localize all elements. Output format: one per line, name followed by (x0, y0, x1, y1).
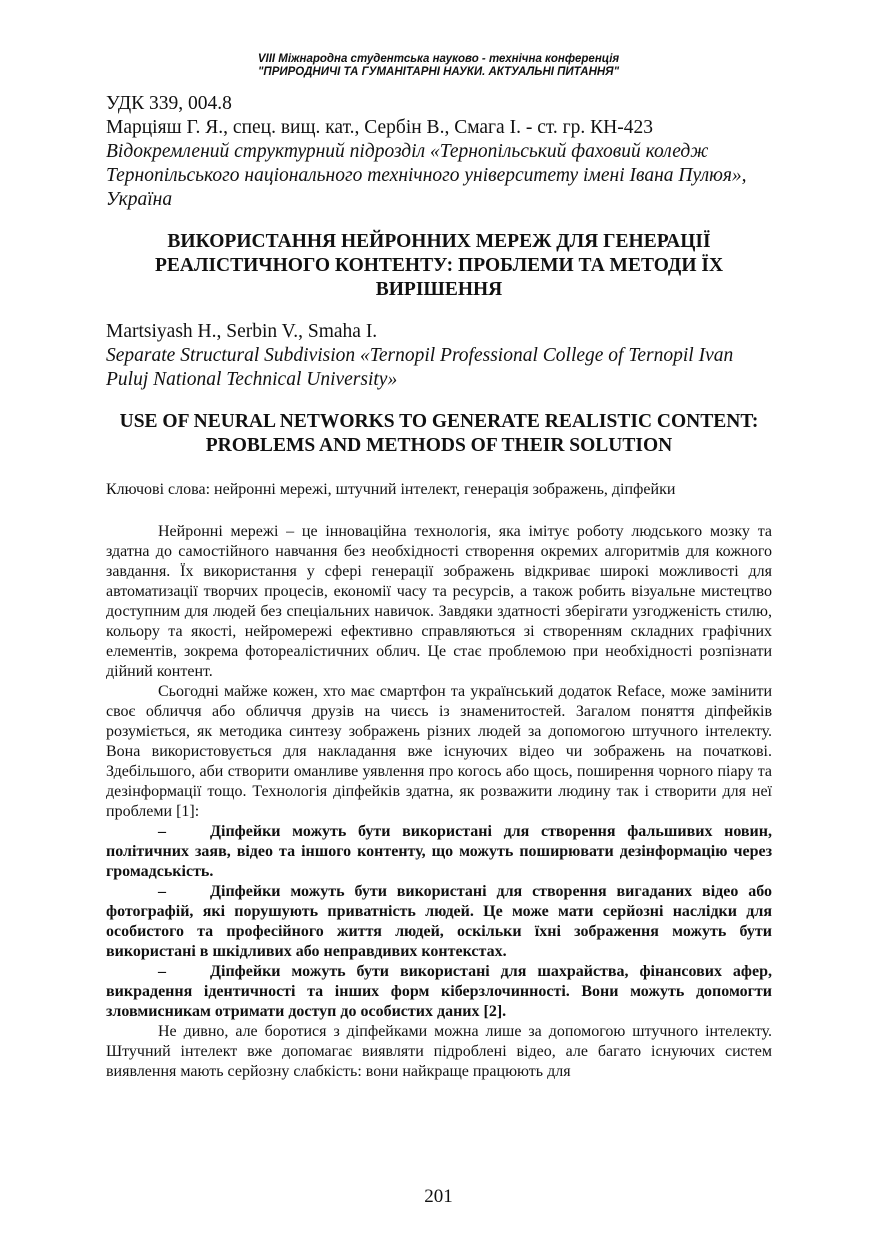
conference-header-line2: "ПРИРОДНИЧІ ТА ГУМАНІТАРНІ НАУКИ. АКТУАЛЬНІ ПИТАННЯ" (257, 66, 620, 78)
authors-en: Martsiyash H., Serbin V., Smaha I. (106, 321, 378, 342)
bullet-text-3: Діпфейки можуть бути використані для шахрайства, фінансових афер, викрадення ідентичності та інших форм кіберзлочинності. Вони можуть допомогти зловмисникам отримати доступ до особистих даних [2]. (106, 963, 772, 1020)
bullet-text-2: Діпфейки можуть бути використані для створення вигаданих відео або фотографій, які порушують приватність людей. Це може мати серйозні наслідки для особистого та професійного життя людей, оскільки їхні зображення можуть бути використані в шкідливих або неправдивих контекстах. (106, 883, 772, 960)
title-ua: ВИКОРИСТАННЯ НЕЙРОННИХ МЕРЕЖ ДЛЯ ГЕНЕРАЦІЇ РЕАЛІСТИЧНОГО КОНТЕНТУ: ПРОБЛЕМИ ТА МЕТОДИ ЇХ ВИРІШЕННЯ (154, 231, 724, 300)
paragraph-2: Сьогодні майже кожен, хто має смартфон та український додаток Reface, може замінити своє обличчя або обличчя друзів на чиєсь із знаменитостей. Загалом поняття діпфейків розуміється, як методика синтезу зображень різних людей за допомогою штучного інтелекту. Вона використовується для накладання вже існуючих відео чи зображень на початкові. Здебільшого, аби створити оманливе уявлення про когось або щось, поширення чорного піару та дезінформації тощо. Технологія діпфейків здатна, як розважити людину так і створити для неї проблеми [1]: (106, 683, 772, 820)
dash-marker: – (158, 823, 166, 840)
paragraph-3: Не дивно, але боротися з діпфейками можна лише за допомогою штучного інтелекту. Штучний інтелект вже допомагає виявляти підроблені відео, але багато існуючих систем виявлення мають серйозну слабкість: вони найкраще працюють для (106, 1023, 772, 1080)
title-en: USE OF NEURAL NETWORKS TO GENERATE REALISTIC CONTENT: PROBLEMS AND METHODS OF THEIR SOLUTION (119, 411, 759, 456)
article-body (106, 522, 772, 1082)
affiliation-en: Separate Structural Subdivision «Ternopil Professional College of Ternopil Ivan Puluj National Technical University» (106, 345, 734, 390)
bullet-item-2 (106, 882, 772, 962)
dash-marker: – (158, 883, 166, 900)
dash-marker: – (158, 963, 166, 980)
conference-header (0, 53, 877, 79)
conference-header-line1: VIII Міжнародна студентська науково - технічна конференція (257, 53, 620, 65)
bullet-item-1 (106, 822, 772, 882)
bullet-item-3 (106, 962, 772, 1022)
paragraph-1: Нейронні мережі – це інноваційна технологія, яка імітує роботу людського мозку та здатна до самостійного навчання без необхідності створення окремих алгоритмів для кожного завдання. Їх використання у сфері генерації зображень відкриває широкі можливості для автоматизації творчих процесів, економії часу та ресурсів, а також робить візуальне мистецтво доступним для людей без спеціальних навичок. Завдяки здатності зберігати узгодженість стилю, кольору та якості, нейромережі ефективно справляються зі створенням складних графічних елементів, зокрема фотореалістичних облич. Це стає проблемою при необхідності розпізнати дійний контент. (106, 523, 772, 680)
authors-ua: Марціяш Г. Я., спец. вищ. кат., Сербін В., Смага І. - ст. гр. КН-423 (106, 117, 653, 138)
bullet-text-1: Діпфейки можуть бути використані для створення фальшивих новин, політичних заяв, відео та іншого контенту, що можуть поширювати дезінформацію через громадськість. (106, 823, 772, 880)
article-page (106, 92, 772, 1082)
affiliation-ua: Відокремлений структурний підрозділ «Тернопільський фаховий коледж Тернопільського національного технічного університету імені Івана Пулюя», Україна (106, 141, 747, 210)
page-number: 201 (424, 1186, 453, 1207)
udk-code: УДК 339, 004.8 (106, 93, 232, 114)
keywords: Ключові слова: нейронні мережі, штучний інтелект, генерація зображень, діпфейки (106, 481, 676, 498)
